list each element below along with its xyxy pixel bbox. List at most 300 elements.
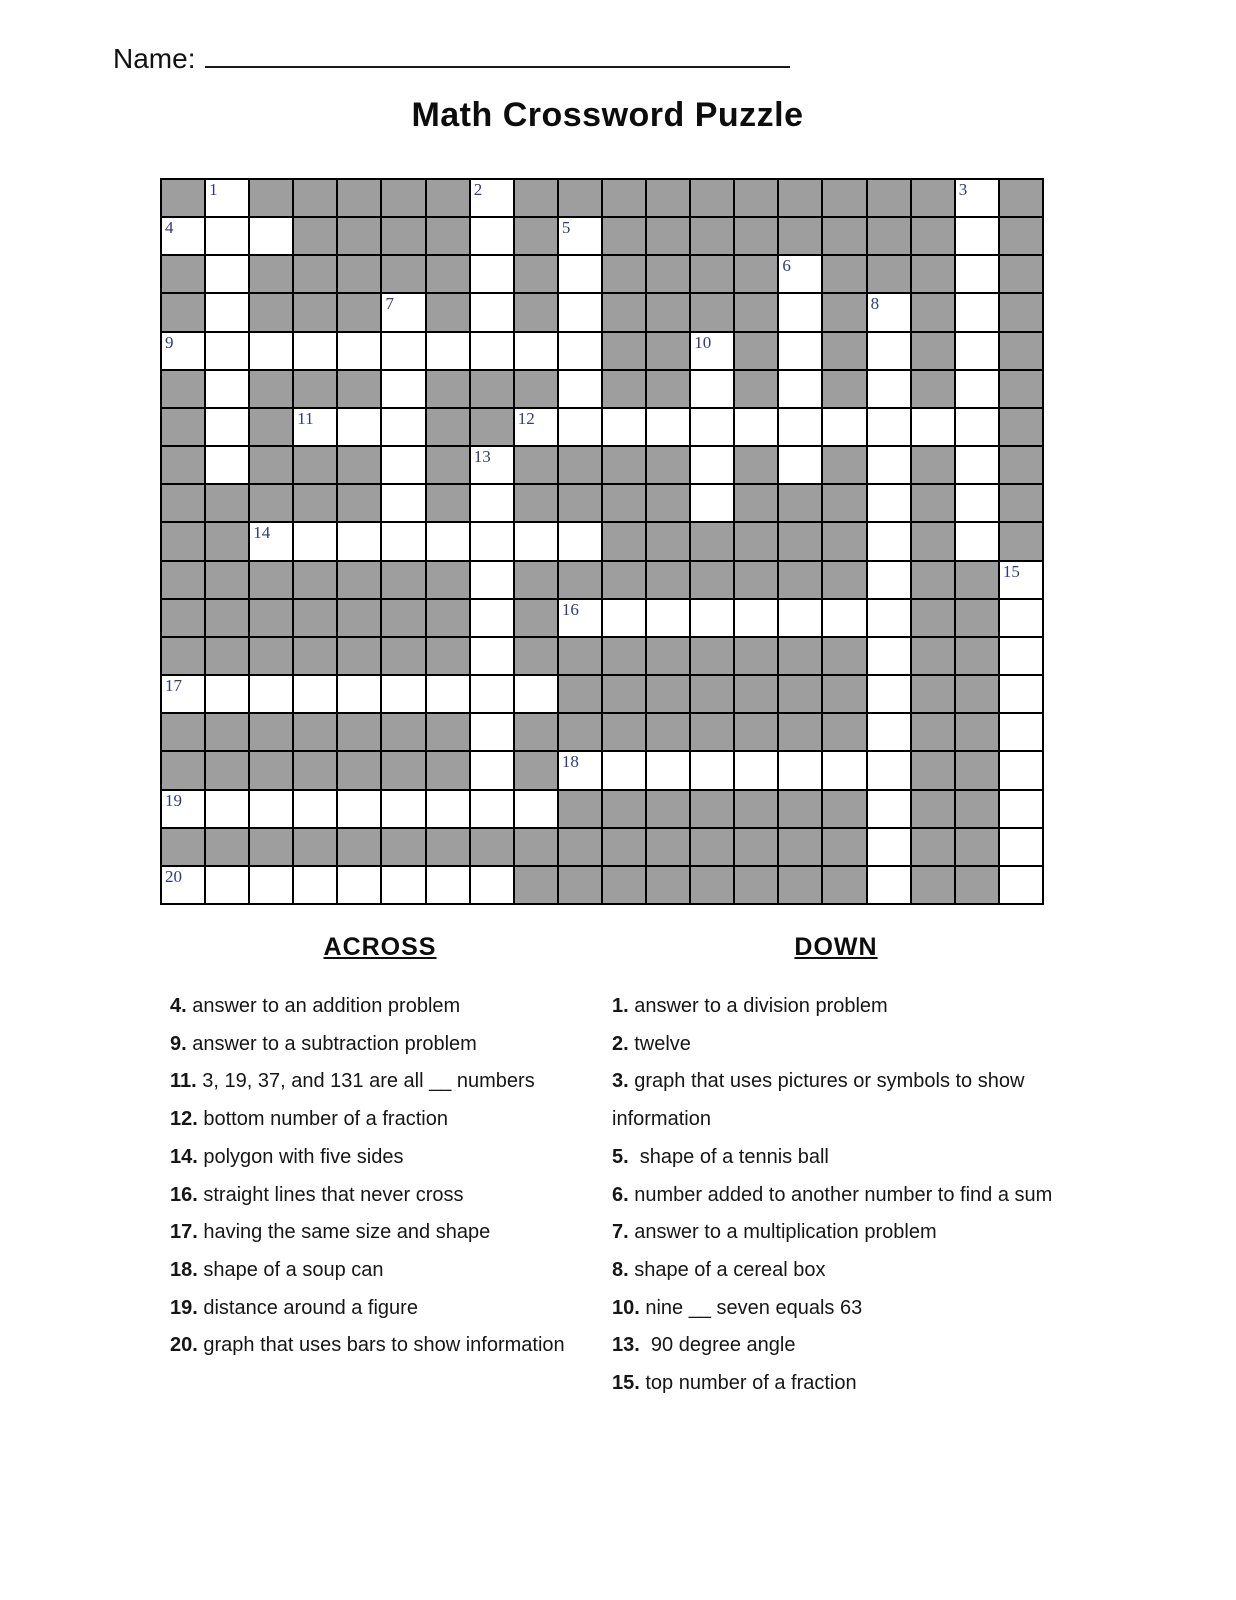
grid-cell-block (823, 180, 865, 216)
grid-cell-white[interactable] (779, 447, 821, 483)
grid-cell-white[interactable] (382, 676, 424, 712)
grid-cell-white[interactable] (691, 752, 733, 788)
grid-cell-white[interactable] (338, 333, 380, 369)
grid-cell-block (647, 562, 689, 598)
grid-cell-white[interactable] (1000, 829, 1042, 865)
grid-cell-block (647, 294, 689, 330)
grid-clue-number: 3 (958, 180, 968, 199)
grid-cell-block (823, 714, 865, 750)
grid-cell-white[interactable] (691, 333, 733, 369)
grid-cell-block (427, 256, 469, 292)
grid-cell-block (603, 562, 645, 598)
grid-cell-white[interactable] (338, 867, 380, 903)
grid-cell-white[interactable] (956, 256, 998, 292)
grid-cell-white[interactable] (471, 218, 513, 254)
grid-cell-block (735, 638, 777, 674)
grid-cell-block (427, 752, 469, 788)
grid-cell-block (559, 180, 601, 216)
grid-cell-white[interactable] (868, 714, 910, 750)
grid-cell-white[interactable] (956, 447, 998, 483)
grid-cell-block (559, 791, 601, 827)
grid-cell-block (735, 447, 777, 483)
grid-cell-white[interactable] (691, 600, 733, 636)
grid-cell-block (515, 294, 557, 330)
grid-cell-white[interactable] (206, 447, 248, 483)
grid-cell-block (779, 676, 821, 712)
grid-cell-white[interactable] (382, 333, 424, 369)
grid-cell-block (647, 485, 689, 521)
grid-cell-white[interactable] (956, 485, 998, 521)
grid-cell-white[interactable] (823, 752, 865, 788)
grid-cell-block (1000, 523, 1042, 559)
grid-cell-white[interactable] (735, 409, 777, 445)
grid-cell-white[interactable] (956, 371, 998, 407)
grid-cell-white[interactable] (294, 523, 336, 559)
down-clue (612, 1177, 1060, 1215)
grid-cell-white[interactable] (647, 600, 689, 636)
grid-cell-white[interactable] (427, 333, 469, 369)
grid-cell-block (735, 714, 777, 750)
clue-number: 16. (170, 1183, 198, 1206)
grid-cell-white[interactable] (471, 485, 513, 521)
grid-cell-block (427, 600, 469, 636)
grid-cell-white[interactable] (382, 371, 424, 407)
grid-cell-block (956, 562, 998, 598)
grid-cell-block (647, 714, 689, 750)
grid-cell-block (427, 409, 469, 445)
grid-cell-white[interactable] (471, 256, 513, 292)
grid-cell-white[interactable] (206, 409, 248, 445)
grid-cell-block (427, 294, 469, 330)
grid-cell-white[interactable] (427, 791, 469, 827)
grid-cell-white[interactable] (206, 180, 248, 216)
grid-cell-white[interactable] (382, 485, 424, 521)
clue-text: 3, 19, 37, and 131 are all __ numbers (196, 1070, 535, 1093)
grid-cell-white[interactable] (471, 294, 513, 330)
page-title: Math Crossword Puzzle (411, 96, 804, 134)
grid-cell-block (647, 791, 689, 827)
grid-cell-block (603, 371, 645, 407)
grid-cell-white[interactable] (647, 409, 689, 445)
grid-cell-block (735, 180, 777, 216)
grid-cell-block (250, 714, 292, 750)
grid-cell-block (868, 218, 910, 254)
grid-cell-block (162, 600, 204, 636)
grid-cell-white[interactable] (868, 676, 910, 712)
grid-cell-white[interactable] (162, 867, 204, 903)
clue-number: 4. (170, 995, 187, 1017)
grid-cell-white[interactable] (515, 333, 557, 369)
grid-cell-white[interactable] (868, 752, 910, 788)
grid-cell-block (779, 523, 821, 559)
down-clue (612, 1214, 1060, 1252)
grid-cell-white[interactable] (868, 867, 910, 903)
grid-clue-number: 2 (473, 180, 483, 199)
grid-cell-white[interactable] (956, 218, 998, 254)
grid-cell-white[interactable] (823, 600, 865, 636)
grid-cell-white[interactable] (338, 409, 380, 445)
grid-cell-block (515, 638, 557, 674)
grid-cell-block (956, 638, 998, 674)
grid-cell-white[interactable] (206, 256, 248, 292)
grid-cell-block (162, 485, 204, 521)
clue-text: straight lines that never cross (197, 1183, 464, 1206)
clue-text: distance around a figure (197, 1296, 418, 1319)
grid-cell-block (1000, 180, 1042, 216)
grid-cell-block (338, 600, 380, 636)
grid-cell-block (338, 638, 380, 674)
grid-cell-white[interactable] (559, 218, 601, 254)
clue-number: 10. (612, 1296, 640, 1319)
grid-cell-block (294, 638, 336, 674)
grid-cell-white[interactable] (250, 676, 292, 712)
grid-cell-block (250, 638, 292, 674)
grid-cell-white[interactable] (206, 791, 248, 827)
grid-cell-white[interactable] (1000, 638, 1042, 674)
grid-cell-block (382, 752, 424, 788)
grid-cell-white[interactable] (868, 371, 910, 407)
grid-cell-white[interactable] (559, 371, 601, 407)
grid-cell-white[interactable] (162, 218, 204, 254)
grid-cell-white[interactable] (382, 294, 424, 330)
clue-text: top number of a fraction (639, 1372, 857, 1395)
grid-cell-white[interactable] (868, 829, 910, 865)
grid-cell-white[interactable] (779, 333, 821, 369)
grid-cell-white[interactable] (338, 791, 380, 827)
clue-text: answer to a multiplication problem (628, 1221, 937, 1244)
grid-cell-block (691, 523, 733, 559)
grid-cell-white[interactable] (250, 867, 292, 903)
grid-cell-block (956, 714, 998, 750)
grid-clue-number: 11 (297, 408, 314, 428)
grid-cell-block (868, 256, 910, 292)
grid-cell-block (338, 180, 380, 216)
grid-clue-number: 7 (385, 294, 394, 314)
grid-cell-block (912, 829, 954, 865)
grid-cell-block (559, 714, 601, 750)
grid-cell-white[interactable] (471, 791, 513, 827)
grid-cell-block (691, 294, 733, 330)
grid-cell-white[interactable] (294, 791, 336, 827)
grid-cell-white[interactable] (382, 867, 424, 903)
grid-clue-number: 9 (165, 332, 174, 352)
grid-cell-block (250, 294, 292, 330)
grid-cell-white[interactable] (559, 752, 601, 788)
grid-cell-block (956, 600, 998, 636)
grid-cell-white[interactable] (779, 256, 821, 292)
grid-cell-block (294, 752, 336, 788)
grid-cell-white[interactable] (1000, 867, 1042, 903)
grid-cell-white[interactable] (559, 333, 601, 369)
grid-cell-block (912, 485, 954, 521)
grid-cell-white[interactable] (206, 676, 248, 712)
grid-cell-block (603, 791, 645, 827)
grid-cell-block (427, 485, 469, 521)
grid-cell-white[interactable] (559, 294, 601, 330)
grid-cell-block (823, 523, 865, 559)
grid-cell-block (294, 447, 336, 483)
grid-cell-white[interactable] (206, 218, 248, 254)
grid-cell-block (515, 829, 557, 865)
grid-cell-block (603, 867, 645, 903)
grid-cell-white[interactable] (735, 752, 777, 788)
grid-cell-block (823, 638, 865, 674)
grid-cell-white[interactable] (779, 600, 821, 636)
grid-cell-white[interactable] (868, 294, 910, 330)
grid-cell-block (691, 676, 733, 712)
grid-cell-white[interactable] (1000, 714, 1042, 750)
grid-cell-white[interactable] (691, 447, 733, 483)
grid-cell-white[interactable] (956, 523, 998, 559)
grid-cell-block (823, 562, 865, 598)
grid-cell-block (647, 676, 689, 712)
across-section (170, 930, 590, 1365)
grid-cell-white[interactable] (206, 867, 248, 903)
down-clue-list (612, 988, 1060, 1403)
grid-cell-block (559, 867, 601, 903)
grid-cell-white[interactable] (338, 523, 380, 559)
grid-cell-block (250, 562, 292, 598)
grid-cell-white[interactable] (515, 523, 557, 559)
grid-cell-white[interactable] (912, 409, 954, 445)
grid-cell-white[interactable] (338, 676, 380, 712)
grid-cell-white[interactable] (515, 409, 557, 445)
grid-cell-white[interactable] (250, 791, 292, 827)
grid-cell-white[interactable] (162, 791, 204, 827)
grid-cell-white[interactable] (559, 523, 601, 559)
grid-cell-block (162, 562, 204, 598)
grid-cell-white[interactable] (515, 676, 557, 712)
clue-number: 9. (170, 1032, 187, 1055)
grid-cell-block (338, 218, 380, 254)
grid-cell-block (294, 371, 336, 407)
grid-clue-number: 1 (209, 180, 218, 199)
clue-text: number added to another number to find a sum (628, 1183, 1053, 1206)
clue-text: graph that uses bars to show information (197, 1334, 565, 1357)
grid-cell-white[interactable] (471, 333, 513, 369)
grid-cell-block (647, 867, 689, 903)
grid-cell-block (956, 791, 998, 827)
grid-cell-block (1000, 485, 1042, 521)
grid-cell-white[interactable] (206, 371, 248, 407)
grid-cell-white[interactable] (823, 409, 865, 445)
clue-text: answer to a subtraction problem (186, 1032, 477, 1055)
name-blank-line[interactable] (205, 40, 790, 68)
grid-cell-white[interactable] (647, 752, 689, 788)
grid-cell-block (427, 180, 469, 216)
down-clue (612, 988, 1060, 1026)
grid-cell-block (647, 218, 689, 254)
clue-number: 12. (170, 1108, 198, 1131)
grid-cell-block (1000, 409, 1042, 445)
grid-cell-white[interactable] (868, 409, 910, 445)
grid-cell-block (250, 180, 292, 216)
across-clue (170, 1327, 590, 1365)
grid-clue-number: 16 (561, 599, 579, 619)
grid-cell-white[interactable] (691, 371, 733, 407)
grid-cell-block (250, 409, 292, 445)
across-clue (170, 988, 590, 1026)
grid-cell-white[interactable] (294, 333, 336, 369)
grid-cell-white[interactable] (162, 676, 204, 712)
grid-cell-block (823, 791, 865, 827)
clue-text: shape of a tennis ball (628, 1145, 829, 1168)
grid-cell-white[interactable] (868, 333, 910, 369)
grid-cell-block (823, 294, 865, 330)
grid-cell-white[interactable] (603, 752, 645, 788)
clue-text: graph that uses pictures or symbols to show information (612, 1070, 1030, 1131)
grid-cell-white[interactable] (471, 447, 513, 483)
grid-clue-number: 19 (165, 790, 182, 810)
clue-text: having the same size and shape (197, 1221, 491, 1244)
grid-cell-block (427, 562, 469, 598)
grid-cell-white[interactable] (779, 409, 821, 445)
grid-cell-white[interactable] (868, 562, 910, 598)
grid-cell-block (1000, 447, 1042, 483)
grid-cell-block (823, 256, 865, 292)
grid-cell-white[interactable] (382, 791, 424, 827)
grid-cell-white[interactable] (294, 867, 336, 903)
grid-cell-white[interactable] (471, 600, 513, 636)
grid-cell-white[interactable] (779, 371, 821, 407)
grid-cell-white[interactable] (559, 409, 601, 445)
grid-cell-white[interactable] (471, 180, 513, 216)
grid-cell-white[interactable] (603, 409, 645, 445)
grid-cell-white[interactable] (1000, 600, 1042, 636)
grid-cell-block (559, 829, 601, 865)
grid-cell-white[interactable] (471, 867, 513, 903)
grid-cell-block (779, 218, 821, 254)
grid-cell-white[interactable] (382, 523, 424, 559)
grid-cell-white[interactable] (868, 638, 910, 674)
grid-clue-number: 10 (694, 332, 712, 352)
grid-cell-white[interactable] (471, 638, 513, 674)
grid-cell-white[interactable] (471, 523, 513, 559)
grid-cell-block (559, 562, 601, 598)
grid-cell-white[interactable] (471, 752, 513, 788)
grid-cell-block (912, 714, 954, 750)
grid-cell-white[interactable] (1000, 562, 1042, 598)
clue-number: 11. (170, 1070, 197, 1093)
grid-cell-white[interactable] (250, 333, 292, 369)
grid-cell-white[interactable] (294, 676, 336, 712)
grid-cell-white[interactable] (868, 485, 910, 521)
grid-cell-white[interactable] (294, 409, 336, 445)
grid-cell-white[interactable] (559, 600, 601, 636)
grid-cell-white[interactable] (868, 447, 910, 483)
grid-cell-block (515, 180, 557, 216)
grid-cell-white[interactable] (471, 562, 513, 598)
grid-cell-block (691, 714, 733, 750)
clue-text: polygon with five sides (197, 1145, 404, 1168)
grid-cell-block (912, 256, 954, 292)
grid-cell-white[interactable] (382, 447, 424, 483)
grid-cell-white[interactable] (471, 714, 513, 750)
grid-cell-block (735, 294, 777, 330)
grid-cell-block (471, 829, 513, 865)
down-clue (612, 1252, 1060, 1290)
grid-cell-block (1000, 371, 1042, 407)
grid-cell-white[interactable] (515, 791, 557, 827)
grid-cell-block (294, 218, 336, 254)
grid-cell-block (250, 829, 292, 865)
grid-cell-white[interactable] (559, 256, 601, 292)
clue-number: 3. (612, 1070, 629, 1093)
grid-cell-block (691, 867, 733, 903)
grid-cell-block (868, 180, 910, 216)
grid-cell-white[interactable] (471, 676, 513, 712)
grid-cell-white[interactable] (956, 294, 998, 330)
grid-cell-block (250, 256, 292, 292)
grid-cell-white[interactable] (382, 409, 424, 445)
grid-cell-white[interactable] (735, 600, 777, 636)
clue-number: 13. (612, 1334, 640, 1357)
grid-cell-white[interactable] (868, 791, 910, 827)
grid-clue-number: 20 (165, 866, 182, 886)
grid-cell-block (647, 447, 689, 483)
grid-cell-block (647, 371, 689, 407)
clue-text: nine __ seven equals 63 (639, 1296, 863, 1319)
grid-cell-block (338, 485, 380, 521)
grid-cell-white[interactable] (427, 867, 469, 903)
grid-cell-block (338, 714, 380, 750)
grid-cell-white[interactable] (868, 600, 910, 636)
grid-cell-white[interactable] (162, 333, 204, 369)
grid-cell-block (294, 829, 336, 865)
grid-cell-block (823, 676, 865, 712)
grid-cell-white[interactable] (1000, 676, 1042, 712)
grid-cell-block (823, 371, 865, 407)
grid-cell-block (559, 676, 601, 712)
grid-cell-white[interactable] (427, 523, 469, 559)
grid-cell-white[interactable] (779, 752, 821, 788)
grid-cell-white[interactable] (956, 180, 998, 216)
clue-number: 1. (612, 995, 629, 1017)
grid-cell-white[interactable] (956, 333, 998, 369)
grid-cell-white[interactable] (691, 409, 733, 445)
grid-cell-block (603, 485, 645, 521)
grid-cell-block (912, 562, 954, 598)
grid-cell-block (603, 294, 645, 330)
across-clue (170, 1214, 590, 1252)
grid-clue-number: 6 (782, 256, 791, 276)
grid-cell-block (603, 714, 645, 750)
grid-cell-white[interactable] (206, 333, 248, 369)
grid-cell-block (912, 638, 954, 674)
grid-clue-number: 4 (165, 218, 174, 238)
grid-cell-block (779, 829, 821, 865)
grid-cell-white[interactable] (206, 294, 248, 330)
grid-cell-white[interactable] (956, 409, 998, 445)
grid-cell-white[interactable] (868, 523, 910, 559)
grid-cell-white[interactable] (779, 294, 821, 330)
grid-cell-white[interactable] (250, 218, 292, 254)
grid-cell-white[interactable] (691, 485, 733, 521)
grid-cell-white[interactable] (427, 676, 469, 712)
grid-cell-white[interactable] (1000, 752, 1042, 788)
grid-cell-block (823, 867, 865, 903)
grid-cell-block (250, 752, 292, 788)
grid-cell-white[interactable] (1000, 791, 1042, 827)
grid-cell-block (471, 371, 513, 407)
clue-number: 5. (612, 1145, 629, 1168)
grid-cell-block (559, 638, 601, 674)
grid-cell-block (338, 447, 380, 483)
grid-cell-block (515, 714, 557, 750)
grid-cell-white[interactable] (250, 523, 292, 559)
grid-cell-block (338, 294, 380, 330)
grid-cell-white[interactable] (603, 600, 645, 636)
